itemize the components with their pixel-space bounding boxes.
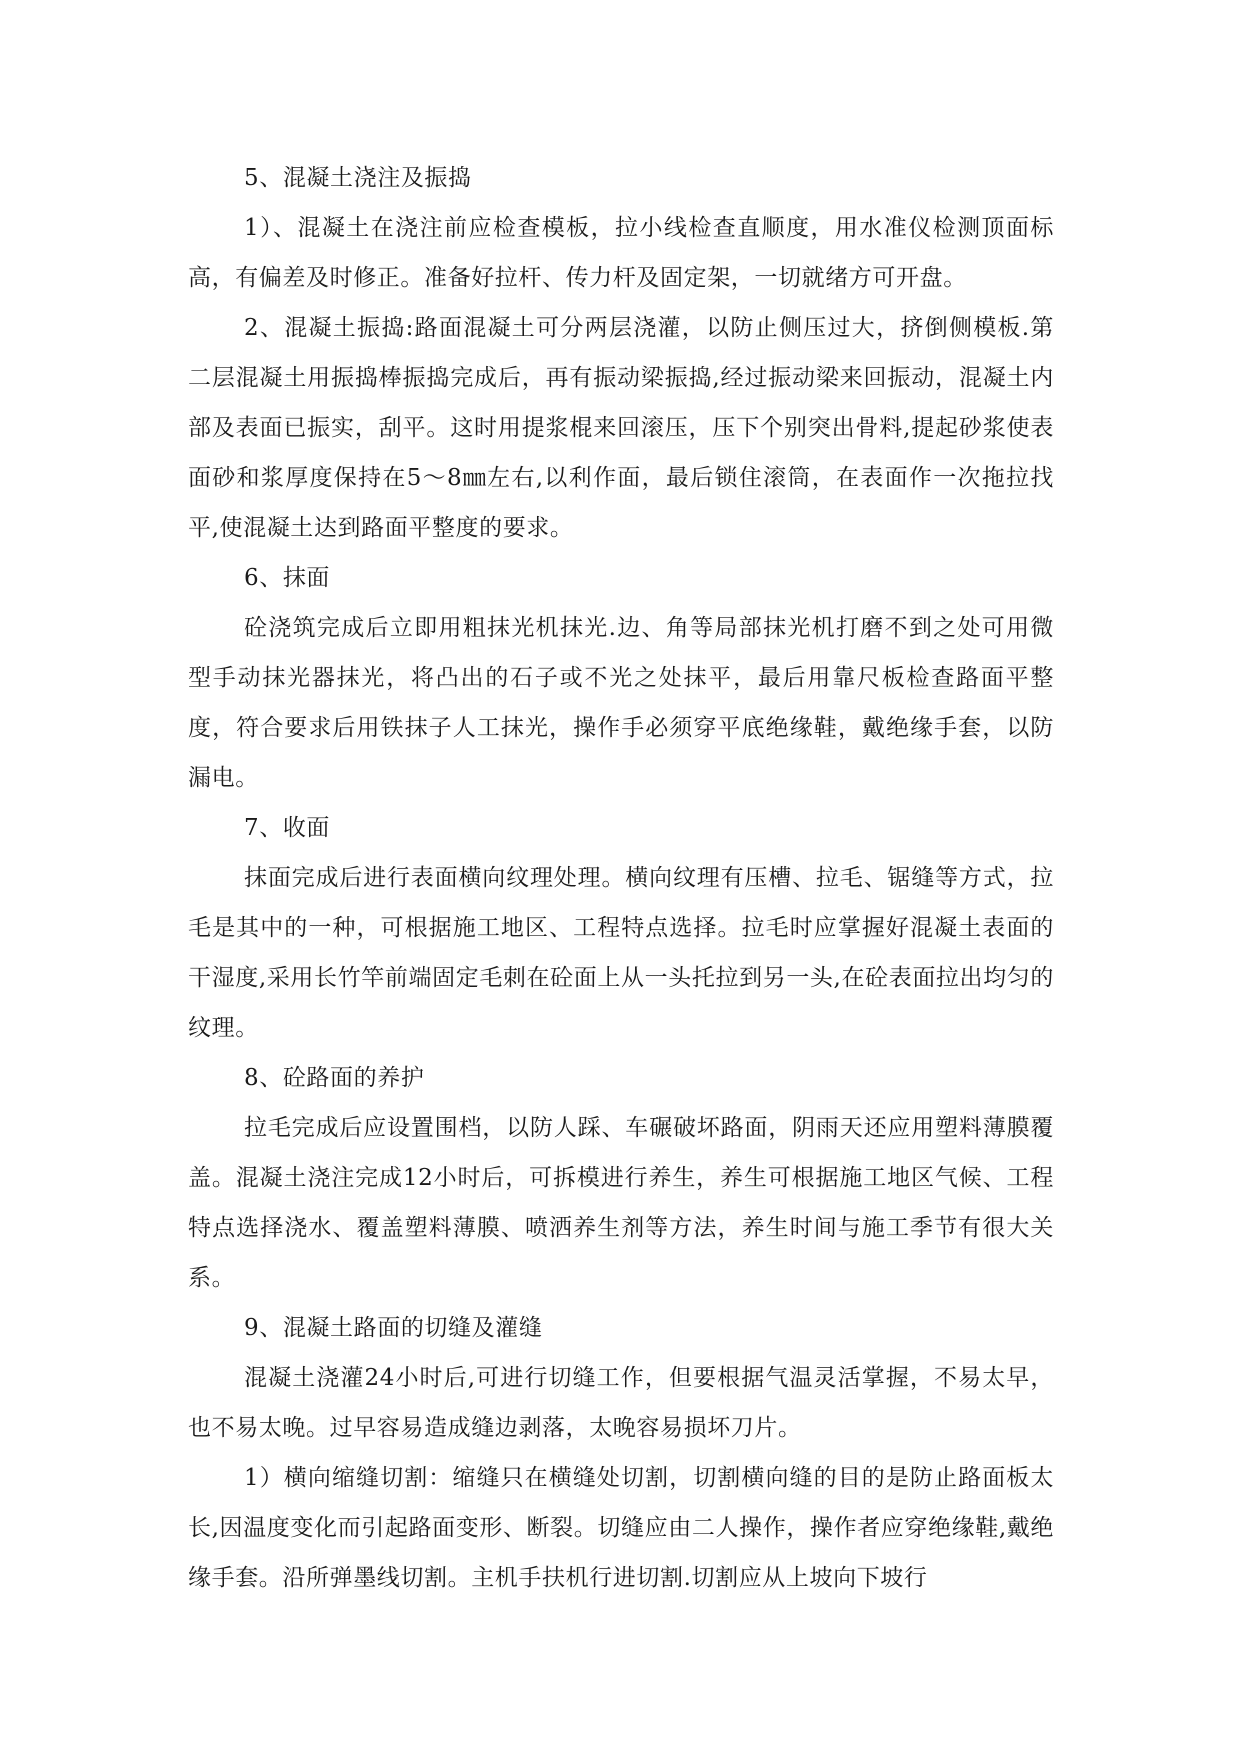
paragraph-joint-timing: 混凝土浇灌24小时后,可进行切缝工作，但要根据气温灵活掌握，不易太早，也不易太晚。过早容易造成缝边剥落，太晚容易损坏刀片。	[188, 1365, 1054, 1441]
paragraph-transverse-cutting: 1）横向缩缝切割：缩缝只在横缝处切割，切割横向缝的目的是防止路面板太长,因温度变化而引起路面变形、断裂。切缝应由二人操作，操作者应穿绝缘鞋,戴绝缘手套。沿所弹墨线切割。主机手扶机行进切割.切割应从上坡向下坡行	[188, 1465, 1054, 1591]
paragraph-vibration: 2、混凝土振捣:路面混凝土可分两层浇灌，以防止侧压过大，挤倒侧模板.第二层混凝土用振捣棒振捣完成后，再有振动梁振捣,经过振动梁来回振动，混凝土内部及表面已振实，刮平。这时用提浆棍来回滚压，压下个别突出骨料,提起砂浆使表面砂和浆厚度保持在5～8㎜左右,以利作面，最后锁住滚筒，在表面作一次拖拉找平,使混凝土达到路面平整度的要求。	[188, 315, 1054, 541]
paragraph-pre-pour-check: 1）、混凝土在浇注前应检查模板，拉小线检查直顺度，用水准仪检测顶面标高，有偏差及时修正。准备好拉杆、传力杆及固定架，一切就绪方可开盘。	[188, 215, 1054, 291]
paragraph-finishing: 抹面完成后进行表面横向纹理处理。横向纹理有压槽、拉毛、锯缝等方式，拉毛是其中的一种，可根据施工地区、工程特点选择。拉毛时应掌握好混凝土表面的干湿度,采用长竹竿前端固定毛刺在砼面上从一头托拉到另一头,在砼表面拉出均匀的纹理。	[188, 865, 1054, 1041]
section-heading-finishing: 7、收面	[244, 815, 331, 841]
section-heading-troweling: 6、抹面	[244, 565, 331, 591]
section-heading-curing: 8、砼路面的养护	[244, 1065, 425, 1091]
paragraph-curing: 拉毛完成后应设置围档，以防人踩、车碾破坏路面，阴雨天还应用塑料薄膜覆盖。混凝土浇注完成12小时后，可拆模进行养生，养生可根据施工地区气候、工程特点选择浇水、覆盖塑料薄膜、喷洒养生剂等方法，养生时间与施工季节有很大关系。	[188, 1115, 1054, 1291]
paragraph-troweling: 砼浇筑完成后立即用粗抹光机抹光.边、角等局部抹光机打磨不到之处可用微型手动抹光器抹光，将凸出的石子或不光之处抹平，最后用靠尺板检查路面平整度，符合要求后用铁抹子人工抹光，操作手必须穿平底绝缘鞋，戴绝缘手套，以防漏电。	[188, 615, 1054, 791]
section-heading-joint-cutting: 9、混凝土路面的切缝及灌缝	[244, 1315, 543, 1341]
section-heading-concrete-pouring: 5、混凝土浇注及振捣	[244, 165, 472, 191]
document-body	[188, 153, 1054, 1603]
